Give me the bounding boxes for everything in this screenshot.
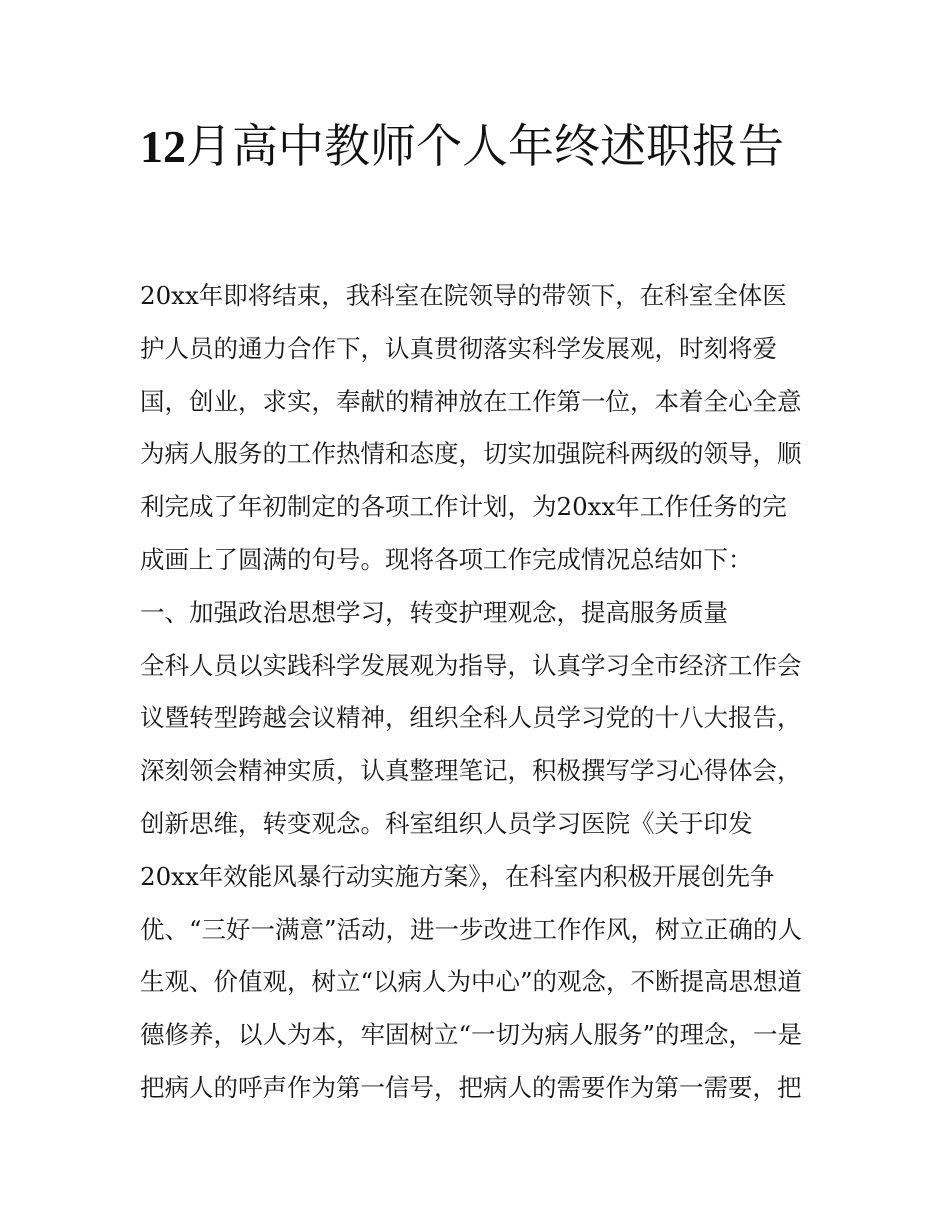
text-line: 议暨转型跨越会议精神，组织全科人员学习党的十八大报告， [140,703,802,733]
section-heading: 一、加强政治思想学习，转变护理观念，提高服务质量 [140,597,728,627]
title-text: 月高中教师个人年终述职报告 [186,119,784,173]
text-line: 为病人服务的工作热情和态度，切实加强院科两级的领导，顺 [140,439,802,469]
document-title [140,116,820,177]
text-line: 把病人的呼声作为第一信号，把病人的需要作为第一需要，把 [140,1072,802,1102]
text-line: 创新思维，转变观念。科室组织人员学习医院《关于印发 [140,808,753,838]
text-line: 深刻领会精神实质，认真整理笔记，积极撰写学习心得体会， [140,756,802,786]
text-line: 护人员的通力合作下，认真贯彻落实科学发展观，时刻将爱 [140,333,777,363]
text-line: 德修养，以人为本，牢固树立“一切为病人服务”的理念，一是 [140,1020,803,1050]
text-line: 生观、价值观，树立“以病人为中心”的观念，不断提高思想道 [140,967,803,997]
text-line: 优、“三好一满意”活动，进一步改进工作作风，树立正确的人 [140,914,803,944]
text-line: 20xx年效能风暴行动实施方案》，在科室内积极开展创先争 [140,861,775,891]
text-line: 20xx年即将结束，我科室在院领导的带领下，在科室全体医 [140,281,787,310]
text-line: 成画上了圆满的句号。现将各项工作完成情况总结如下： [140,544,753,574]
text-line: 全科人员以实践科学发展观为指导，认真学习全市经济工作会 [140,650,802,680]
text-line: 利完成了年初制定的各项工作计划，为20xx年工作任务的完 [140,492,787,522]
text-line: 国，创业，求实，奉献的精神放在工作第一位，本着全心全意 [140,386,802,416]
title-number: 12 [140,121,186,172]
body-text [140,270,812,1115]
